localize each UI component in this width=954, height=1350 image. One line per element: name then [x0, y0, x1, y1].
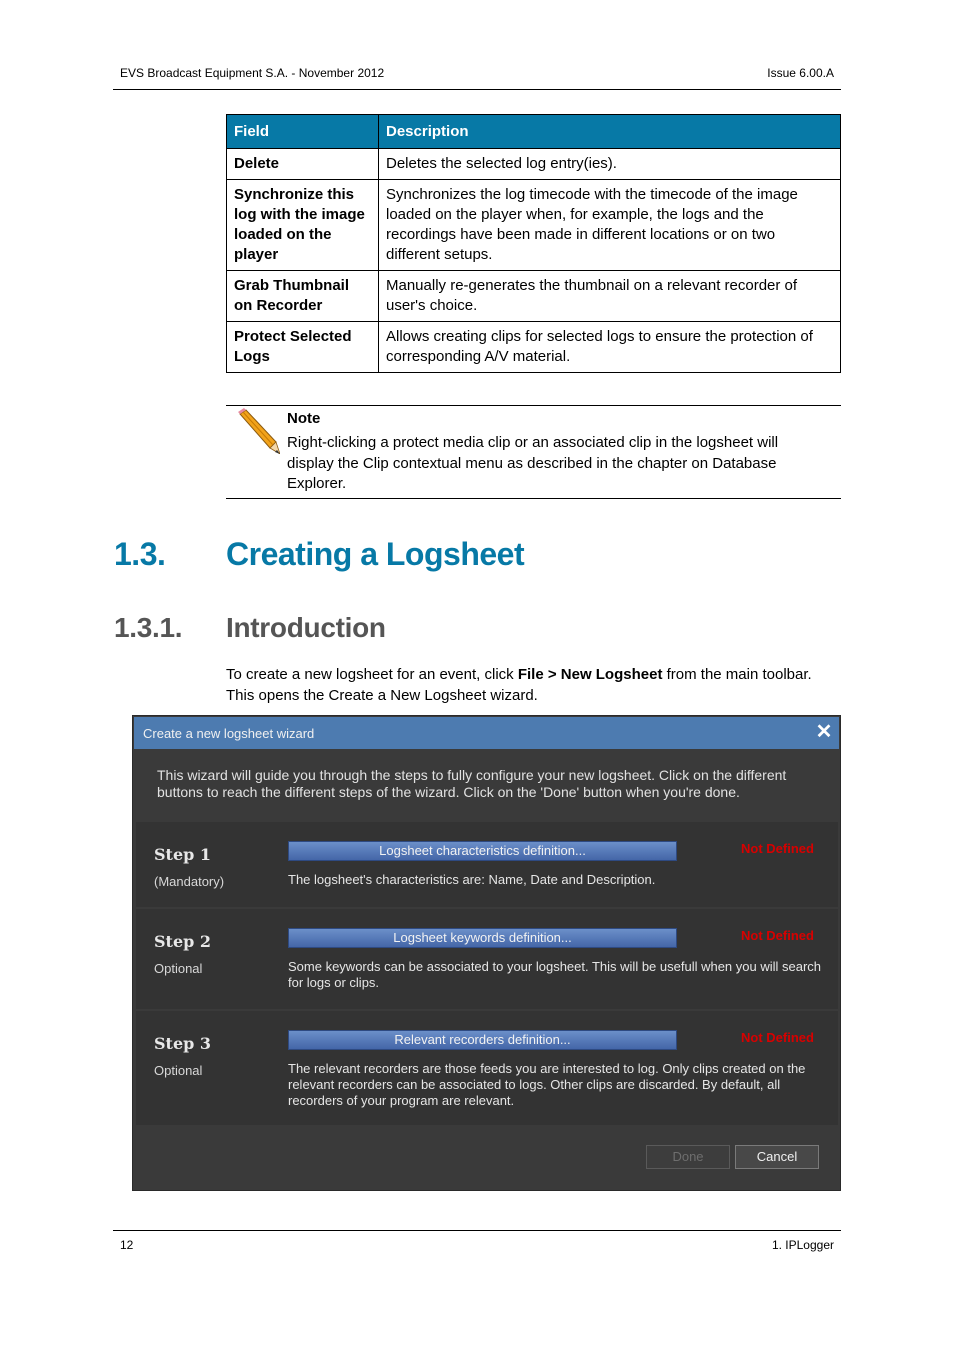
note-text: Right-clicking a protect media clip or an associated clip in the logsheet will display the Clip contextual menu as described in the chapter on Database Explorer. [287, 434, 779, 492]
table-cell-field: Synchronize this log with the image loaded on the player [227, 180, 379, 271]
table-row [227, 149, 841, 180]
intro-menu-path: File > New Logsheet [517, 666, 663, 683]
step-status: Not Defined [741, 841, 814, 856]
wizard-step-2 [136, 909, 838, 1009]
section-number: 1.3. [114, 536, 166, 572]
table-row [227, 322, 841, 373]
step-requirement: (Mandatory) [154, 874, 225, 889]
wizard-step-3 [136, 1011, 838, 1125]
table-cell-description: Manually re-generates the thumbnail on a relevant recorder of user's choice. [379, 271, 841, 322]
note-title: Note [287, 410, 321, 427]
step-name: Step 3 [154, 1034, 212, 1053]
step-status: Not Defined [741, 928, 814, 943]
wizard-step-1 [136, 822, 838, 907]
table-header-description: Description [379, 115, 841, 149]
step-description: Some keywords can be associated to your logsheet. This will be usefull when you will search for logs or clips. [288, 959, 822, 990]
table-cell-description: Allows creating clips for selected logs to ensure the protection of corresponding A/V material. [379, 322, 841, 373]
wizard-title: Create a new logsheet wizard [143, 726, 315, 741]
field-table [226, 114, 841, 373]
header-rule [113, 89, 841, 90]
page-number: 12 [120, 1238, 134, 1252]
table-cell-field: Delete [227, 149, 379, 180]
header-left: EVS Broadcast Equipment S.A. - November 2012 [120, 66, 385, 80]
step-name: Step 1 [154, 845, 212, 864]
subsection-number: 1.3.1. [114, 612, 183, 643]
logsheet-characteristics-button[interactable]: Logsheet characteristics definition... [288, 841, 677, 861]
table-cell-description: Synchronizes the log timecode with the timecode of the image loaded on the player when, for example, the logs and the recordings have been made in different locations or on two different setups. [379, 180, 841, 271]
header-right: Issue 6.00.A [767, 66, 834, 80]
wizard-title-bar [134, 717, 839, 749]
subsection-title: Introduction [226, 612, 386, 643]
step-status: Not Defined [741, 1030, 814, 1045]
relevant-recorders-button[interactable]: Relevant recorders definition... [288, 1030, 677, 1050]
table-row [227, 271, 841, 322]
section-title: Creating a Logsheet [226, 536, 525, 572]
footer-chapter: 1. IPLogger [771, 1238, 834, 1252]
step-description: The logsheet's characteristics are: Name, Date and Description. [288, 872, 656, 887]
intro-paragraph [226, 664, 841, 706]
pencil-icon [234, 408, 280, 454]
table-row [227, 180, 841, 271]
step-requirement: Optional [154, 1063, 203, 1078]
step-requirement: Optional [154, 961, 203, 976]
step-name: Step 2 [154, 932, 212, 951]
wizard-description: This wizard will guide you through the steps to fully configure your new logsheet. Click on the different buttons to reach the different steps of the wizard. Click on the 'Done' button when you're done. [157, 767, 787, 800]
table-header-row [227, 115, 841, 149]
close-icon[interactable]: ✕ [815, 721, 833, 743]
cancel-button[interactable]: Cancel [735, 1145, 819, 1169]
note-box [226, 405, 841, 499]
done-button[interactable]: Done [646, 1145, 730, 1169]
logsheet-keywords-button[interactable]: Logsheet keywords definition... [288, 928, 677, 948]
wizard-window [132, 715, 841, 1191]
table-cell-field: Grab Thumbnail on Recorder [227, 271, 379, 322]
table-cell-field: Protect Selected Logs [227, 322, 379, 373]
intro-text-2: from the main toolbar. This opens the Create a New Logsheet wizard. [226, 666, 812, 704]
step-description: The relevant recorders are those feeds you are interested to log. Only clips created on the relevant recorders can be associated to logs. Other clips are discarded. By default, all recorders of your program are relevant. [288, 1061, 806, 1108]
footer-rule [113, 1230, 841, 1231]
table-cell-description: Deletes the selected log entry(ies). [379, 149, 841, 180]
intro-text-1: To create a new logsheet for an event, click [226, 666, 518, 683]
table-header-field: Field [227, 115, 379, 149]
